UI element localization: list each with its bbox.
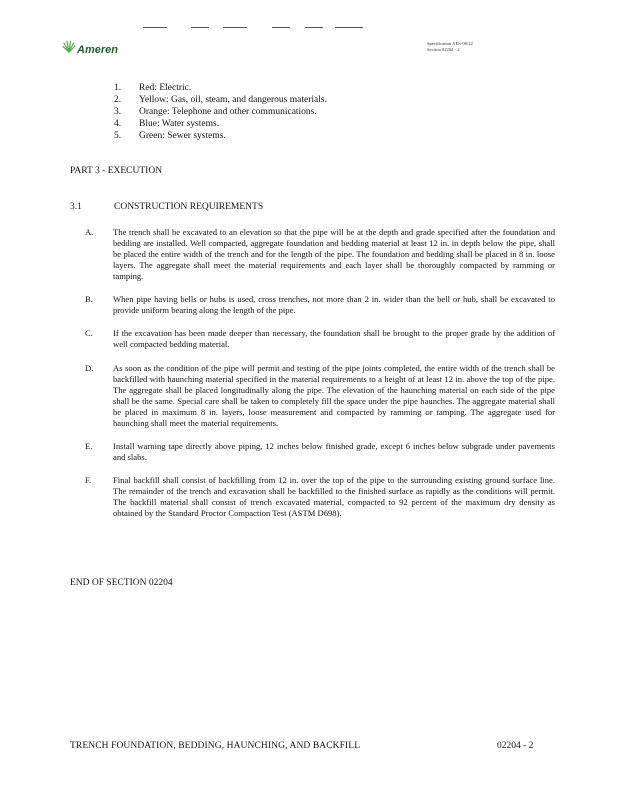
paragraph-text: If the excavation has been made deeper than necessary, the foundation shall be brought to the proper grade by the addition of well compacted bedding material. [113,328,555,349]
spec-line-2: Section 02204 - 2 [427,47,460,52]
list-number: 1. [114,83,122,93]
paragraph-text: Install warning tape directly above piping, 12 inches below finished grade, except 6 inches below subgrade under pavements and slabs. [113,441,555,462]
paragraph-letter: E. [85,441,93,451]
paragraph-d [85,363,555,429]
paragraph-letter: F. [85,475,92,485]
footer-page-number: 02204 - 2 [497,741,534,751]
section-title: CONSTRUCTION REQUIREMENTS [114,202,264,212]
section-number: 3.1 [70,202,82,212]
list-text: Orange: Telephone and other communications. [139,107,317,117]
list-number: 5. [114,131,122,141]
list-text: Green: Sewer systems. [139,131,226,141]
spec-reference [427,41,473,53]
footer-title: TRENCH FOUNDATION, BEDDING, HAUNCHING, AND BACKFILL [70,741,361,751]
list-item [114,94,327,106]
list-item [114,130,327,142]
paragraph-a [85,227,555,282]
ameren-leaf-icon [62,40,76,54]
paragraph-letter: B. [85,294,93,304]
section-heading [70,202,263,212]
paragraph-letter: D. [85,363,94,373]
list-text: Yellow: Gas, oil, steam, and dangerous materials. [139,95,327,105]
paragraph-text: When pipe having bells or hubs is used, cross trenches, not more than 2 in. wider than the bell or hub, shall be excavated to provide uniform bearing along the length of the pipe. [113,294,555,315]
list-number: 3. [114,107,122,117]
spec-line-1: Specification AES-08/22 [427,41,473,46]
end-of-section: END OF SECTION 02204 [70,578,173,588]
list-item [114,82,327,94]
list-number: 4. [114,119,122,129]
part-heading: PART 3 - EXECUTION [70,166,163,176]
requirements-list [85,227,555,519]
paragraph-text: The trench shall be excavated to an elevation so that the pipe will be at the depth and grade specified after the foundation and bedding are installed. Well compacted, aggregate foundation and bedding material at least 12 in. in depth below the pipe, shall be placed the entire width of the trench and for the length of the pipe. The foundation and bedding shall be placed in 8 in. loose layers. The aggregate shall meet the material requirements and each layer shall be thoroughly compacted by ramming or tamping. [113,227,555,281]
paragraph-letter: C. [85,328,93,338]
list-item [114,118,327,130]
paragraph-f [85,475,555,519]
paragraph-b [85,294,555,316]
list-item [114,106,327,118]
list-number: 2. [114,95,122,105]
logo-text: Ameren [77,44,118,56]
paragraph-text: Final backfill shall consist of backfilling from 12 in. over the top of the pipe to the surrounding existing ground surface line. The remainder of the trench and excavation shall be backfilled to the finished surface as rapidly as the conditions will permit. The backfill material shall consist of trench excavated material, compacted to 92 percent of the maximum dry density as obtained by the Standard Proctor Compaction Test (ASTM D698). [113,475,555,518]
paragraph-text: As soon as the condition of the pipe will permit and testing of the pipe joints completed, the entire width of the trench shall be backfilled with haunching material specified in the material requirements to a height of at least 12 in. above the top of the pipe. The aggregate shall be placed longitudinally along the pipe. The elevation of the haunching material on each side of the pipe shall be the same. Special care shall be taken to completely fill the space under the pipe haunches. The aggregate material shall be placed in maximum 8 in. layers, loose measurement and compacted by ramming or tamping. The aggregate used for haunching shall meet the material requirements. [113,363,555,428]
list-text: Red: Electric. [139,83,192,93]
paragraph-letter: A. [85,227,94,237]
paragraph-e [85,441,555,463]
paragraph-c [85,328,555,350]
color-code-list [114,82,327,142]
list-text: Blue: Water systems. [139,119,220,129]
ameren-logo [62,38,118,56]
